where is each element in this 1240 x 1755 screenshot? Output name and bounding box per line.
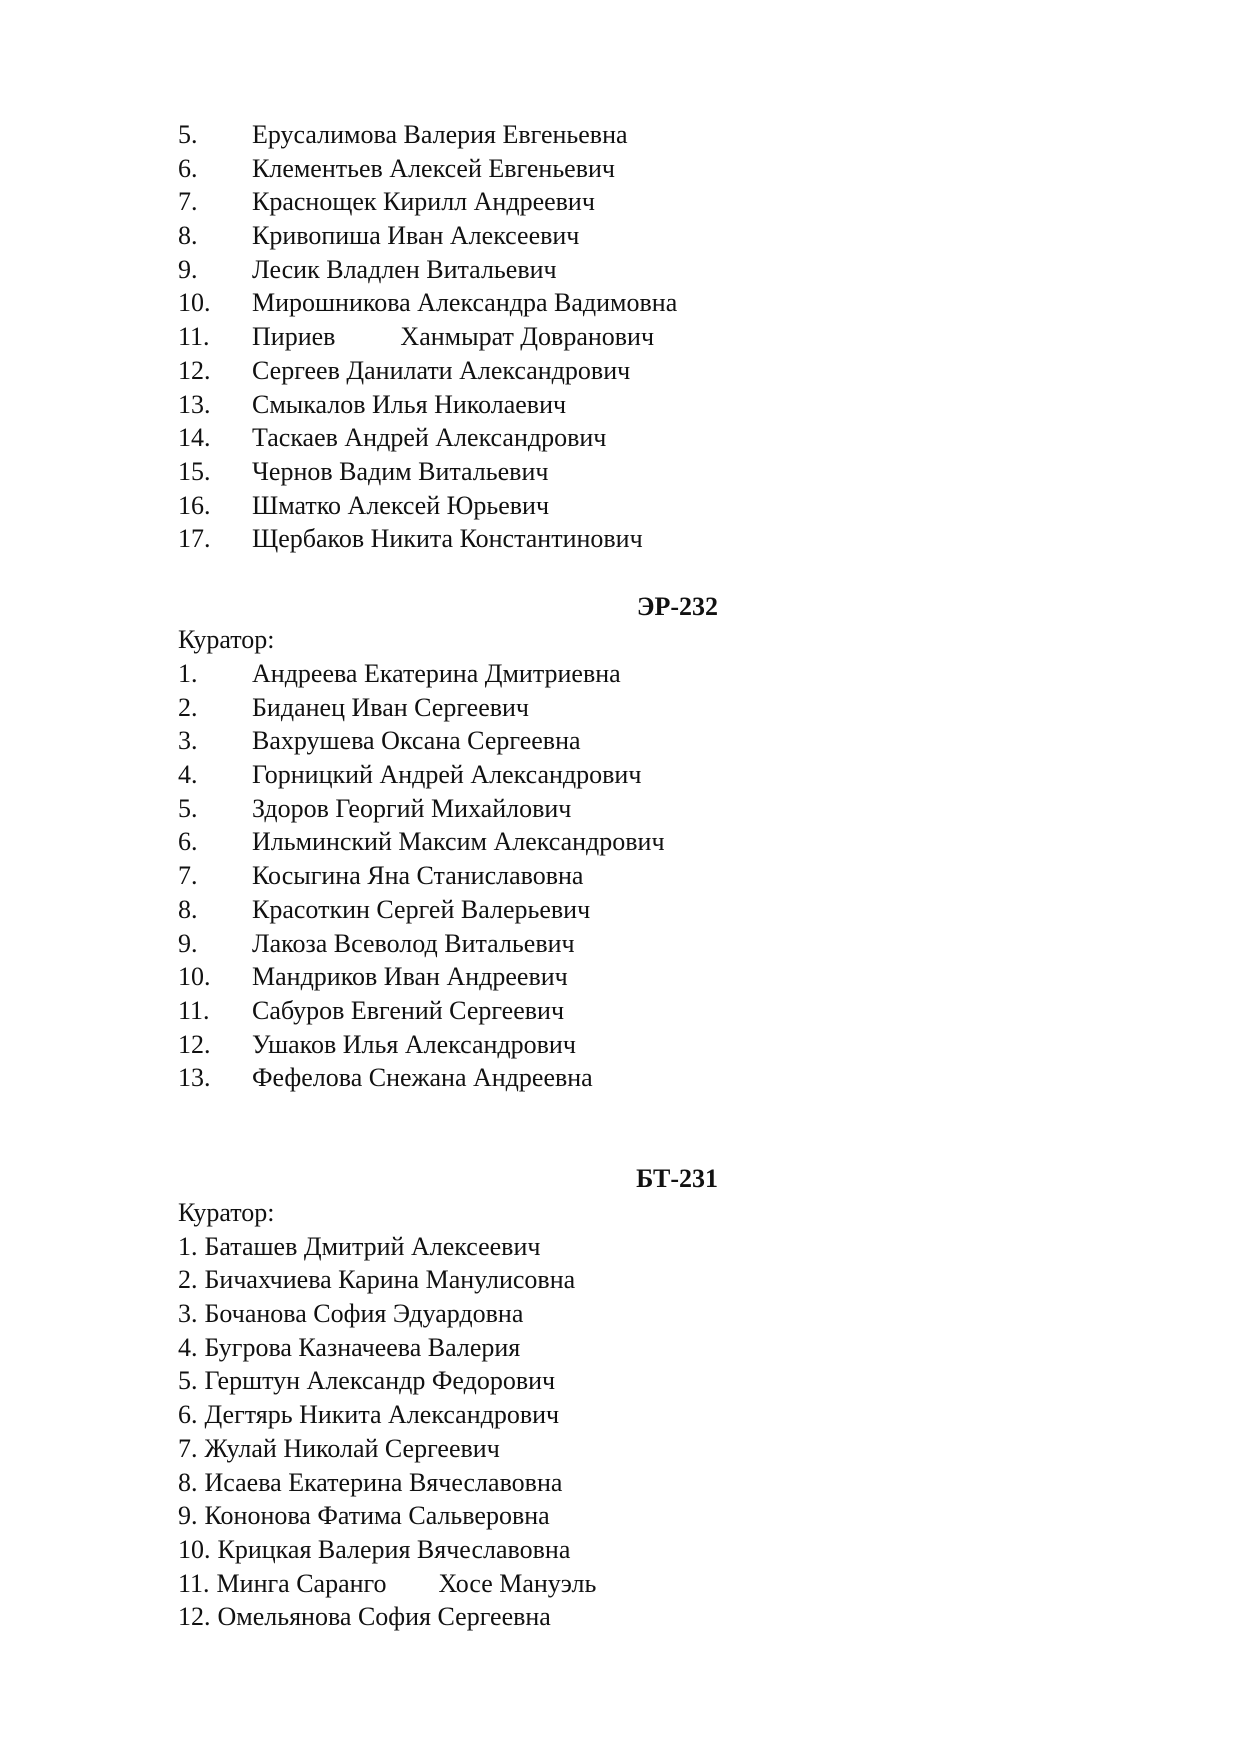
- item-number: 6.: [178, 153, 198, 183]
- student-name: Кононова Фатима Сальверовна: [204, 1501, 550, 1531]
- list-item: [178, 1600, 718, 1634]
- student-name: Сабуров Евгений Сергеевич: [252, 995, 565, 1025]
- student-name: Жулай Николай Сергеевич: [204, 1433, 500, 1463]
- student-name: Шматко Алексей Юрьевич: [252, 490, 550, 520]
- item-number: 3.: [178, 1299, 198, 1329]
- student-name: Бугрова Казначеева Валерия: [204, 1332, 521, 1362]
- curator-label: Куратор:: [178, 1198, 275, 1228]
- list-item: [178, 691, 718, 725]
- list-item: [178, 1533, 718, 1567]
- item-number: 2.: [178, 692, 198, 722]
- list-item: [178, 286, 718, 320]
- student-name: Красоткин Сергей Валерьевич: [252, 894, 591, 924]
- list-item: [178, 859, 718, 893]
- list-item: [178, 825, 718, 859]
- list-item: [178, 724, 718, 758]
- item-number: 10.: [178, 1534, 211, 1564]
- item-number: 5.: [178, 120, 198, 149]
- item-number: 9.: [178, 928, 198, 958]
- item-number: 6.: [178, 1400, 198, 1430]
- list-item: [178, 1028, 718, 1062]
- student-name: Минга Саранго Хосе Мануэль: [216, 1568, 597, 1598]
- item-number: 9.: [178, 1501, 198, 1531]
- item-number: 9.: [178, 254, 198, 284]
- list-item: [178, 388, 718, 422]
- item-number: 17.: [178, 524, 211, 554]
- student-name: Бочанова София Эдуардовна: [204, 1299, 524, 1329]
- item-number: 7.: [178, 1433, 198, 1463]
- group-er232-section: [178, 590, 718, 1095]
- student-name: Горницкий Андрей Александрович: [252, 760, 642, 790]
- student-name: Сергеев Данилати Александрович: [252, 355, 631, 385]
- student-name: Щербаков Никита Константинович: [252, 524, 643, 554]
- item-number: 4.: [178, 1332, 198, 1362]
- section-spacer: [178, 1095, 718, 1162]
- list-item: [178, 1432, 718, 1466]
- list-item: [178, 320, 718, 354]
- item-number: 5.: [178, 793, 198, 823]
- item-number: 7.: [178, 861, 198, 891]
- item-number: 4.: [178, 760, 198, 790]
- item-number: 8.: [178, 894, 198, 924]
- student-name: Андреева Екатерина Дмитриевна: [252, 659, 621, 688]
- item-number: 11.: [178, 322, 210, 352]
- item-number: 14.: [178, 423, 211, 453]
- item-number: 12.: [178, 355, 211, 385]
- list-item: [178, 1263, 718, 1297]
- student-name: Герштун Александр Федорович: [204, 1366, 556, 1396]
- list-item: [178, 1331, 718, 1365]
- student-name: Исаева Екатерина Вячеславовна: [204, 1467, 563, 1497]
- list-item: [178, 792, 718, 826]
- student-name: Бичахчиева Карина Манулисовна: [204, 1265, 576, 1295]
- item-number: 12.: [178, 1029, 211, 1059]
- student-name: Клементьев Алексей Евгеньевич: [252, 153, 615, 183]
- list-item: [178, 152, 718, 186]
- list-item: [178, 522, 718, 556]
- group-bt231-section: [178, 1162, 718, 1634]
- item-number: 13.: [178, 389, 211, 419]
- list-item: [178, 455, 718, 489]
- list-item: [178, 253, 718, 287]
- item-number: 11.: [178, 995, 210, 1025]
- list-item: [178, 893, 718, 927]
- list-item: [178, 1297, 718, 1331]
- student-name: Лакоза Всеволод Витальевич: [252, 928, 575, 958]
- student-name: Ильминский Максим Александрович: [252, 827, 665, 857]
- list-item: [178, 354, 718, 388]
- item-number: 15.: [178, 456, 211, 486]
- item-number: 5.: [178, 1366, 198, 1396]
- item-number: 8.: [178, 221, 198, 251]
- item-number: 10.: [178, 962, 211, 992]
- student-name: Здоров Георгий Михайлович: [252, 793, 572, 823]
- item-number: 3.: [178, 726, 198, 756]
- item-number: 16.: [178, 490, 211, 520]
- list-item: [178, 1466, 718, 1500]
- student-name: Таскаев Андрей Александрович: [252, 423, 607, 453]
- list-item: [178, 1061, 718, 1095]
- student-name: Фефелова Снежана Андреевна: [252, 1063, 593, 1093]
- list-item: [178, 1364, 718, 1398]
- student-name: Кривопиша Иван Алексеевич: [252, 221, 580, 251]
- item-number: 2.: [178, 1265, 198, 1295]
- list-item: [178, 219, 718, 253]
- student-name: Баташев Дмитрий Алексеевич: [204, 1231, 541, 1261]
- item-number: 1.: [178, 1231, 198, 1261]
- list-item: [178, 960, 718, 994]
- list-item: [178, 118, 718, 152]
- item-number: 13.: [178, 1063, 211, 1093]
- list-item: [178, 421, 718, 455]
- list-item: [178, 1398, 718, 1432]
- student-name: Вахрушева Оксана Сергеевна: [252, 726, 581, 756]
- list-item: [178, 1230, 718, 1264]
- student-name: Чернов Вадим Витальевич: [252, 456, 549, 486]
- list-item: [178, 489, 718, 523]
- student-name: Биданец Иван Сергеевич: [252, 692, 530, 722]
- document-content: [178, 118, 718, 1634]
- list-item: [178, 994, 718, 1028]
- item-number: 10.: [178, 288, 211, 318]
- list-item: [178, 185, 718, 219]
- student-name: Мандриков Иван Андреевич: [252, 962, 568, 992]
- item-number: 7.: [178, 187, 198, 217]
- student-name: Лесик Владлен Витальевич: [252, 254, 557, 284]
- item-number: 8.: [178, 1467, 198, 1497]
- group-title: БТ-231: [636, 1164, 718, 1194]
- item-number: 6.: [178, 827, 198, 857]
- list-item: [178, 1499, 718, 1533]
- student-name: Смыкалов Илья Николаевич: [252, 389, 567, 419]
- student-name: Омельянова София Сергеевна: [217, 1602, 551, 1632]
- student-name: Дегтярь Никита Александрович: [204, 1400, 560, 1430]
- student-name: Пириев Ханмырат Довранович: [252, 322, 655, 352]
- student-name: Косыгина Яна Станиславовна: [252, 861, 584, 891]
- student-name: Крицкая Валерия Вячеславовна: [217, 1534, 571, 1564]
- item-number: 11.: [178, 1568, 210, 1598]
- list-item: [178, 927, 718, 961]
- student-name: Ерусалимова Валерия Евгеньевна: [252, 120, 628, 149]
- item-number: 1.: [178, 659, 198, 688]
- section-spacer: [178, 556, 718, 590]
- student-name: Ушаков Илья Александрович: [252, 1029, 576, 1059]
- list-item: [178, 1567, 718, 1601]
- group-title: ЭР-232: [636, 591, 718, 621]
- curator-label: Куратор:: [178, 625, 275, 655]
- continued-student-list: [178, 118, 718, 556]
- list-item: [178, 758, 718, 792]
- list-item: [178, 657, 718, 691]
- item-number: 12.: [178, 1602, 211, 1632]
- student-name: Мирошникова Александра Вадимовна: [252, 288, 678, 318]
- student-name: Краснощек Кирилл Андреевич: [252, 187, 595, 217]
